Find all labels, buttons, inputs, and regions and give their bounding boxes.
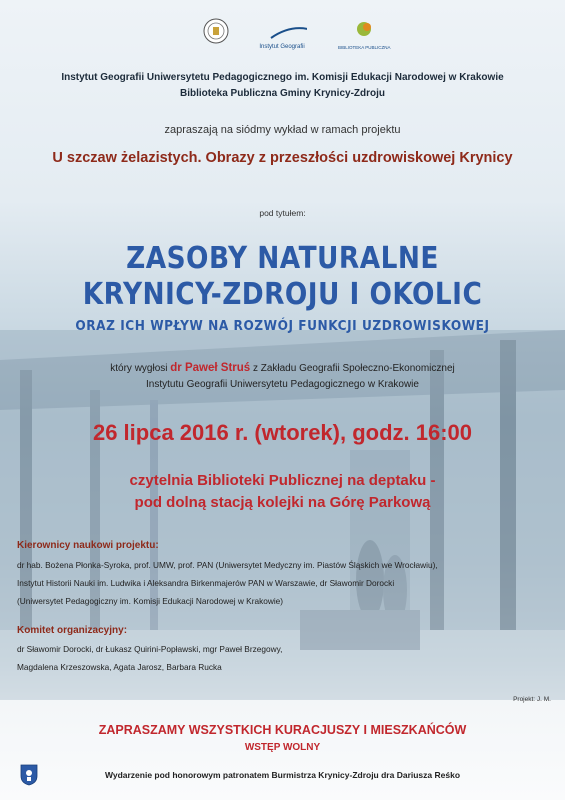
committee-heading: Komitet organizacyjny:: [17, 625, 128, 636]
event-date: 26 lipca 2016 r. (wtorek), godz. 16:00: [92, 420, 473, 445]
instytut-geografii-caption: Instytut Geografii: [259, 44, 305, 50]
committee-section: [17, 625, 557, 676]
biblioteka-publiczna-logo: [338, 18, 391, 51]
free-entry-text: WSTĘP WOLNY: [244, 742, 321, 753]
speaker-affiliation-2: Instytutu Geografii Uniwersytetu Pedagogicznego w Krakowie: [146, 379, 419, 390]
speaker-affiliation-1: z Zakładu Geografii Społeczno-Ekonomicznej: [252, 363, 455, 374]
committee-list: [17, 640, 557, 676]
scientific-line: Instytut Historii Nauki im. Ludwika i Aleksandra Birkenmajerów PAN w Warszawie, dr Sławomir Dorocki: [17, 578, 395, 588]
project-title: U szczaw żelazistych. Obrazy z przeszłości uzdrowiskowej Krynicy: [52, 150, 513, 166]
patronage-bar: [0, 764, 565, 790]
biblioteka-publiczna-caption: BIBLIOTEKA PUBLICZNA: [338, 45, 391, 50]
event-place-line-1: czytelnia Biblioteki Publicznej na deptaku -: [129, 472, 436, 489]
instytut-geografii-logo: [257, 18, 307, 51]
scientific-heading: Kierownicy naukowi projektu:: [17, 540, 159, 551]
scientific-line: (Uniwersytet Pedagogiczny im. Komisji Edukacji Narodowej w Krakowie): [17, 596, 284, 606]
speaker-prefix: który wygłosi: [110, 363, 168, 374]
event-place: [0, 470, 565, 514]
scientific-list: [17, 556, 557, 610]
scientific-line: dr hab. Bożena Płonka-Syroka, prof. UMW, prof. PAN (Uniwersytet Medyczny im. Piastów Śląskich we Wrocławiu),: [17, 560, 438, 570]
committee-line: Magdalena Krzeszowska, Agata Jarosz, Barbara Rucka: [17, 662, 222, 672]
university-seal-logo: [203, 18, 229, 44]
lecture-title-line-2: KRYNICY-ZDROJU I OKOLIC: [82, 277, 483, 312]
lecture-subtitle: ORAZ ICH WPŁYW NA ROZWÓJ FUNKCJI UZDROWISKOWEJ: [75, 318, 490, 334]
patronage-text: Wydarzenie pod honorowym patronatem Burmistrza Krynicy-Zdroju dra Dariusza Reśko: [104, 770, 461, 780]
committee-line: dr Sławomir Dorocki, dr Łukasz Quirini-Popławski, mgr Paweł Brzegowy,: [17, 644, 283, 654]
invite-text: zapraszają na siódmy wykład w ramach projektu: [164, 124, 401, 136]
welcome-text: ZAPRASZAMY WSZYSTKICH KURACJUSZY I MIESZKAŃCÓW: [98, 723, 467, 737]
organizer-line-1: Instytut Geografii Uniwersytetu Pedagogicznego im. Komisji Edukacji Narodowej w Krakowie: [61, 72, 504, 83]
organizer-line-2: Biblioteka Publiczna Gminy Krynicy-Zdroju: [179, 88, 386, 99]
speaker-name: dr Paweł Struś: [170, 362, 251, 374]
scientific-section: [17, 540, 557, 610]
design-credit: Projekt: J. M.: [513, 696, 551, 703]
organizers: [0, 70, 565, 102]
speaker-info: [0, 360, 565, 393]
logo-bar: [0, 18, 565, 58]
event-place-line-2: pod dolną stacją kolejki na Górę Parkową: [134, 494, 431, 511]
lecture-title: [34, 241, 531, 313]
lecture-title-line-1: ZASOBY NATURALNE: [126, 241, 439, 276]
subtitle-intro: pod tytułem:: [259, 208, 306, 218]
